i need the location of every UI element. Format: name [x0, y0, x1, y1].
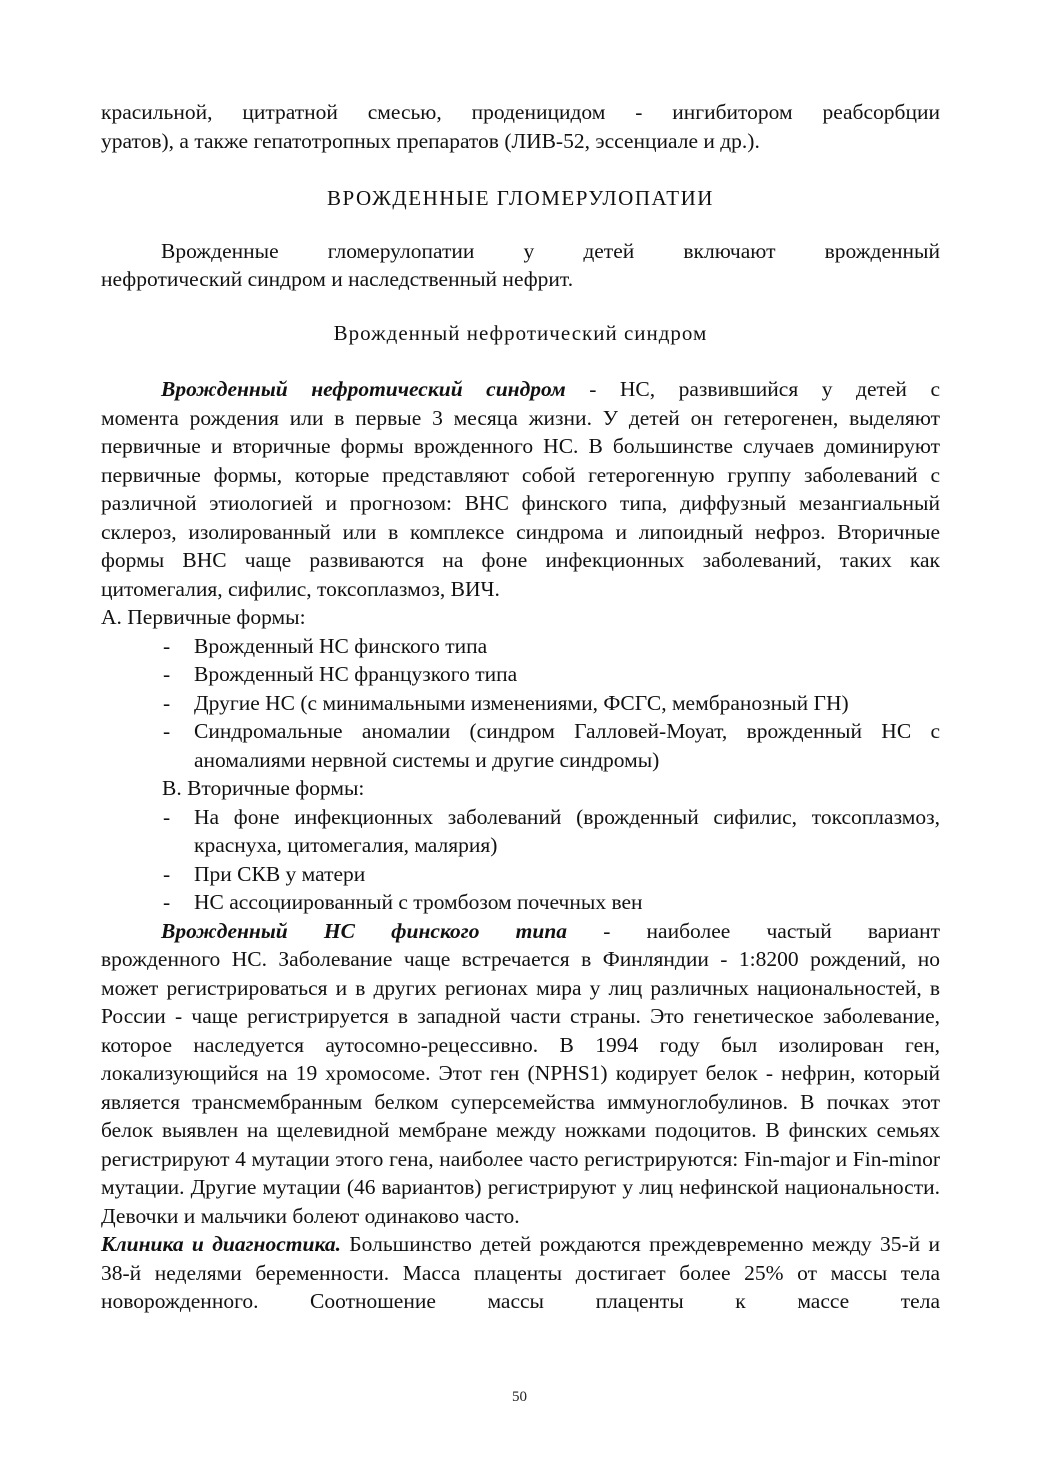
finnish-term: Врожденный НС финского типа	[161, 918, 568, 943]
list-item: - Врожденный НС финского типа	[163, 633, 488, 658]
clinic-term: Клиника и диагностика.	[101, 1232, 341, 1256]
subsection-title: Врожденный нефротический синдром	[333, 320, 708, 345]
clinic-paragraph	[101, 1230, 940, 1316]
document-page	[101, 98, 940, 1316]
list-item: - НС ассоциированный с тромбозом почечных вен	[163, 890, 643, 914]
vns-paragraph-body: момента рождения или в первые 3 месяца жизни. У детей он гетерогенен, выделяют первичные и вторичные формы врожденного НС. В большинстве случаев доминируют первичные формы, которые представляют собой гетерогенную группу заболеваний с различной этиологией и прогнозом: ВНС финского типа, диффузный мезангиальный склероз, изолированный или в комплексе синдрома и липоидный нефроз. Вторичные формы ВНС чаще развиваются на фоне инфекционных заболеваний, таких как цитомегалия, сифилис, токсоплазмоз, ВИЧ.	[101, 405, 940, 601]
secondary-forms-heading: В. Вторичные формы:	[162, 776, 365, 800]
primary-forms-list	[101, 632, 940, 775]
section-intro-line-2: нефротический синдром и наследственный нефрит.	[101, 267, 574, 291]
list-item: - Синдромальные аномалии (синдром Галловей-Моуат, врожденный НС с аномалиями нервной системы и другие синдромы)	[163, 719, 940, 772]
section-title: ВРОЖДЕННЫЕ ГЛОМЕРУЛОПАТИИ	[327, 186, 714, 210]
finnish-paragraph-body: врожденного НС. Заболевание чаще встречается в Финляндии - 1:8200 рождений, но может регистрироваться и в других регионах мира у лиц различных национальностей, в России - чаще регистрируется в западной части страны. Это генетическое заболевание, которое наследуется аутосомно-рецессивно. В 1994 году был изолирован ген, локализующийся на 19 хромосоме. Этот ген (NPHS1) кодирует белок - нефрин, который является трансмембранным белком суперсемейства иммуноглобулинов. В почках этот белок выявлен на щелевидной мембране между ножками подоцитов. В финских семьях регистрируют 4 мутации этого гена, наиболее часто регистрируются: Fin-major и Fin-minor мутации. Другие мутации (46 вариантов) регистрируют у лиц нефинской национальности. Девочки и мальчики болеют одинаково часто.	[101, 947, 940, 1228]
clinic-body: Большинство детей рождаются преждевременно между 35-й и 38-й неделями беременности. Масса плаценты достигает более 25% от массы тела новорожденного. Соотношение массы плаценты к массе тела	[101, 1232, 940, 1313]
vns-first-line-rest: - НС, развившийся у детей с	[565, 377, 940, 401]
list-item: - Другие НС (с минимальными изменениями, ФСГС, мембранозный ГН)	[163, 690, 849, 715]
list-item: - При СКВ у матери	[163, 861, 366, 886]
finnish-first-line-rest: - наиболее частый вариант	[567, 918, 940, 943]
vns-paragraph-first-line	[101, 375, 940, 404]
list-item: - На фоне инфекционных заболеваний (врожденный сифилис, токсоплазмоз, краснуха, цитомегалия, малярия)	[163, 804, 940, 857]
vns-term: Врожденный нефротический синдром	[161, 377, 566, 401]
finnish-paragraph-first-line	[101, 917, 940, 946]
page-number: 50	[512, 1389, 527, 1405]
section-intro-line-1: Врожденные гломерулопатии у детей включают врожденный	[161, 238, 940, 263]
secondary-forms-list	[101, 803, 940, 917]
intro-line-2: уратов), а также гепатотропных препаратов (ЛИВ-52, эссенциале и др.).	[101, 128, 760, 153]
primary-forms-heading: А. Первичные формы:	[101, 605, 306, 629]
list-item: - Врожденный НС французкого типа	[163, 662, 518, 686]
intro-line-1: красильной, цитратной смесью, проденицидом - ингибитором реабсорбции	[101, 100, 940, 124]
